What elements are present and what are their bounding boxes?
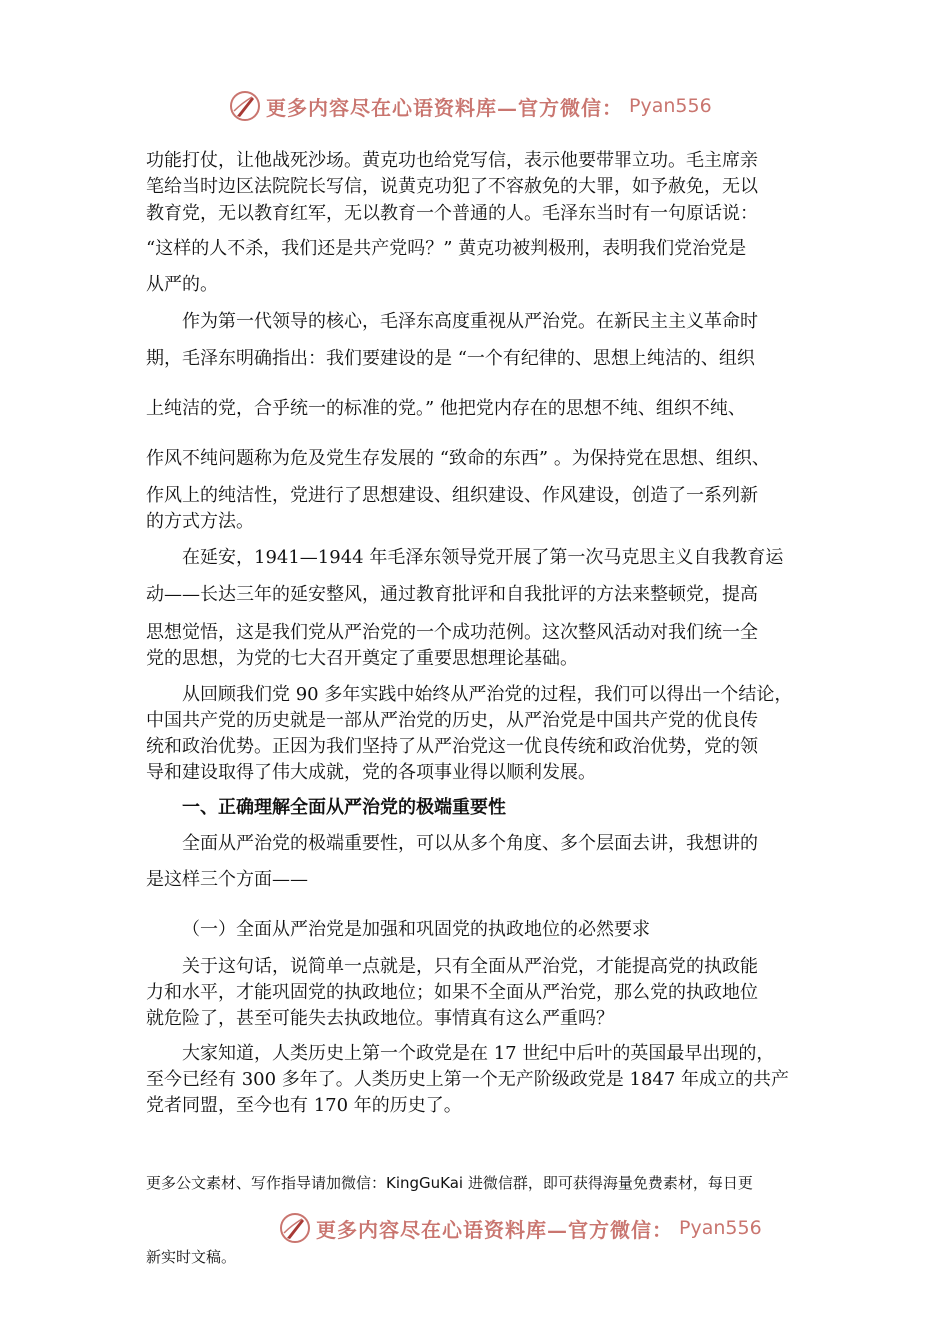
text-line: 从严的。: [146, 274, 218, 295]
text-line: 统和政治优势。正因为我们坚持了从严治党这一优良传统和政治优势，党的领: [146, 736, 758, 757]
footer-line-1: 更多公文素材、写作指导请加微信：KingGuKai 进微信群，即可获得海量免费素材，每日更: [146, 1174, 753, 1192]
quill-logo-icon: [228, 89, 262, 123]
banner-wechat-id: Pyan556: [629, 95, 712, 117]
text-line: 党的思想，为党的七大召开奠定了重要思想理论基础。: [146, 648, 578, 669]
bottom-banner: [278, 1206, 762, 1250]
text-line: 大家知道，人类历史上第一个政党是在 17 世纪中后叶的英国最早出现的，: [182, 1043, 775, 1064]
text-line: “这样的人不杀，我们还是共产党吗？” 黄克功被判极刑，表明我们党治党是: [146, 238, 747, 259]
text-line: 期，毛泽东明确指出：我们要建设的是 “一个有纪律的、思想上纯洁的、组织: [146, 348, 755, 369]
text-line: 思想觉悟，这是我们党从严治党的一个成功范例。这次整风活动对我们统一全: [146, 622, 758, 643]
text-line: 作风上的纯洁性，党进行了思想建设、组织建设、作风建设，创造了一系列新: [146, 485, 758, 506]
text-line: 全面从严治党的极端重要性，可以从多个角度、多个层面去讲，我想讲的: [182, 833, 758, 854]
text-line: 就危险了，甚至可能失去执政地位。事情真有这么严重吗？: [146, 1008, 614, 1029]
subsection-heading: （一）全面从严治党是加强和巩固党的执政地位的必然要求: [182, 919, 650, 940]
text-line: 从回顾我们党 90 多年实践中始终从严治党的过程，我们可以得出一个结论，: [182, 684, 793, 705]
banner-text: 更多内容尽在心语资料库—官方微信：: [316, 1217, 673, 1242]
text-line: 导和建设取得了伟大成就，党的各项事业得以顺利发展。: [146, 762, 596, 783]
text-line: 中国共产党的历史就是一部从严治党的历史，从严治党是中国共产党的优良传: [146, 710, 758, 731]
banner-text: 更多内容尽在心语资料库—官方微信：: [266, 95, 623, 120]
text-line: 作为第一代领导的核心，毛泽东高度重视从严治党。在新民主主义革命时: [182, 311, 758, 332]
footer-line-2: 新实时文稿。: [146, 1248, 237, 1266]
text-line: 功能打仗，让他战死沙场。黄克功也给党写信，表示他要带罪立功。毛主席亲: [146, 150, 758, 171]
section-heading: 一、正确理解全面从严治党的极端重要性: [182, 797, 506, 818]
text-line: 力和水平，才能巩固党的执政地位；如果不全面从严治党，那么党的执政地位: [146, 982, 758, 1003]
text-line: 至今已经有 300 多年了。人类历史上第一个无产阶级政党是 1847 年成立的共产: [146, 1069, 790, 1090]
text-line: 在延安，1941—1944 年毛泽东领导党开展了第一次马克思主义自我教育运: [182, 547, 784, 568]
text-line: 作风不纯问题称为危及党生存发展的 “致命的东西” 。为保持党在思想、组织、: [146, 448, 770, 469]
text-line: 是这样三个方面——: [146, 869, 308, 890]
text-line: 的方式方法。: [146, 511, 254, 532]
quill-logo-icon: [278, 1211, 312, 1245]
banner-wechat-id: Pyan556: [679, 1217, 762, 1239]
text-line: 党者同盟，至今也有 170 年的历史了。: [146, 1095, 462, 1116]
text-line: 笔给当时边区法院院长写信，说黄克功犯了不容赦免的大罪，如予赦免，无以: [146, 176, 758, 197]
text-line: 上纯洁的党，合乎统一的标准的党。” 他把党内存在的思想不纯、组织不纯、: [146, 398, 746, 419]
top-banner: [228, 84, 712, 128]
text-line: 关于这句话，说简单一点就是，只有全面从严治党，才能提高党的执政能: [182, 956, 758, 977]
text-line: 动——长达三年的延安整风，通过教育批评和自我批评的方法来整顿党，提高: [146, 584, 758, 605]
text-line: 教育党，无以教育红军，无以教育一个普通的人。毛泽东当时有一句原话说：: [146, 203, 758, 224]
